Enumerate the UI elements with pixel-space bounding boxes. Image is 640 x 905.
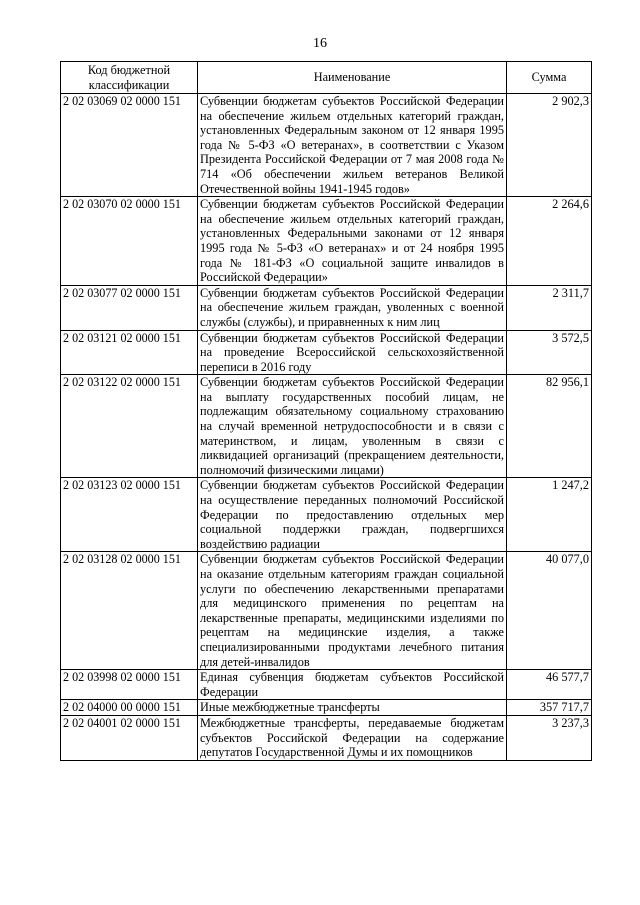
row-amount: 3 237,3 [507,715,592,760]
row-code: 2 02 03998 02 0000 151 [61,670,198,700]
table-row [61,197,592,286]
row-code: 2 02 03128 02 0000 151 [61,552,198,670]
table-row [61,700,592,716]
row-code: 2 02 03123 02 0000 151 [61,478,198,552]
row-name: Субвенции бюджетам субъектов Российской Федерации на выплату государственных пособий лицам, не подлежащим обязательному социальному страхованию на случай временной нетрудоспособности и в связи с материнством, и лицам, уволенным в связи с ликвидацией организаций (прекращением деятельности, полномочий физическими лицами) [198,375,507,478]
table-row [61,670,592,700]
page-number: 16 [313,36,327,51]
table-row [61,478,592,552]
row-amount: 2 311,7 [507,285,592,330]
row-amount: 2 902,3 [507,94,592,197]
row-amount: 3 572,5 [507,330,592,375]
table-row [61,285,592,330]
row-code: 2 02 03069 02 0000 151 [61,94,198,197]
row-amount: 2 264,6 [507,197,592,286]
row-name: Субвенции бюджетам субъектов Российской Федерации на обеспечение жильем отдельных категорий граждан, установленных Федеральным законом от 12 января 1995 года № 5-ФЗ «О ветеранах», в соответствии с Указом Президента Российской Федерации от 7 мая 2008 года № 714 «Об обеспечении жильем ветеранов Великой Отечественной войны 1941-1945 годов» [198,94,507,197]
row-amount: 82 956,1 [507,375,592,478]
row-name: Субвенции бюджетам субъектов Российской Федерации на осуществление переданных полномочий Российской Федерации по предоставлению отдельных мер социальной поддержки граждан, подвергшихся воздействию радиации [198,478,507,552]
row-code: 2 02 03121 02 0000 151 [61,330,198,375]
row-name: Иные межбюджетные трансферты [198,700,507,716]
row-name: Субвенции бюджетам субъектов Российской Федерации на проведение Всероссийской сельскохозяйственной переписи в 2016 году [198,330,507,375]
row-code: 2 02 04001 02 0000 151 [61,715,198,760]
row-code: 2 02 03122 02 0000 151 [61,375,198,478]
row-amount: 1 247,2 [507,478,592,552]
table-header-row [61,62,592,94]
row-name: Субвенции бюджетам субъектов Российской Федерации на обеспечение жильем отдельных категорий граждан, установленных Федеральными законами от 12 января 1995 года № 5-ФЗ «О ветеранах» и от 24 ноября 1995 года № 181-ФЗ «О социальной защите инвалидов в Российской Федерации» [198,197,507,286]
table-row [61,715,592,760]
table-row [61,552,592,670]
header-amount: Сумма [507,62,592,94]
table-row [61,330,592,375]
header-name: Наименование [198,62,507,94]
row-code: 2 02 04000 00 0000 151 [61,700,198,716]
row-name: Единая субвенция бюджетам субъектов Российской Федерации [198,670,507,700]
table-row [61,94,592,197]
budget-table [60,61,592,761]
row-code: 2 02 03070 02 0000 151 [61,197,198,286]
row-amount: 46 577,7 [507,670,592,700]
row-amount: 357 717,7 [507,700,592,716]
row-amount: 40 077,0 [507,552,592,670]
row-name: Субвенции бюджетам субъектов Российской Федерации на обеспечение жильем граждан, уволенных с военной службы (службы), и приравненных к ним лиц [198,285,507,330]
table-row [61,375,592,478]
header-code: Код бюджетной классификации [61,62,198,94]
row-name: Субвенции бюджетам субъектов Российской Федерации на оказание отдельным категориям граждан социальной услуги по обеспечению лекарственными препаратами для медицинского применения по рецептам на лекарственные препараты, медицинскими изделиями по рецептам на медицинские изделия, а также специализированными продуктами лечебного питания для детей-инвалидов [198,552,507,670]
row-code: 2 02 03077 02 0000 151 [61,285,198,330]
row-name: Межбюджетные трансферты, передаваемые бюджетам субъектов Российской Федерации на содержание депутатов Государственной Думы и их помощников [198,715,507,760]
